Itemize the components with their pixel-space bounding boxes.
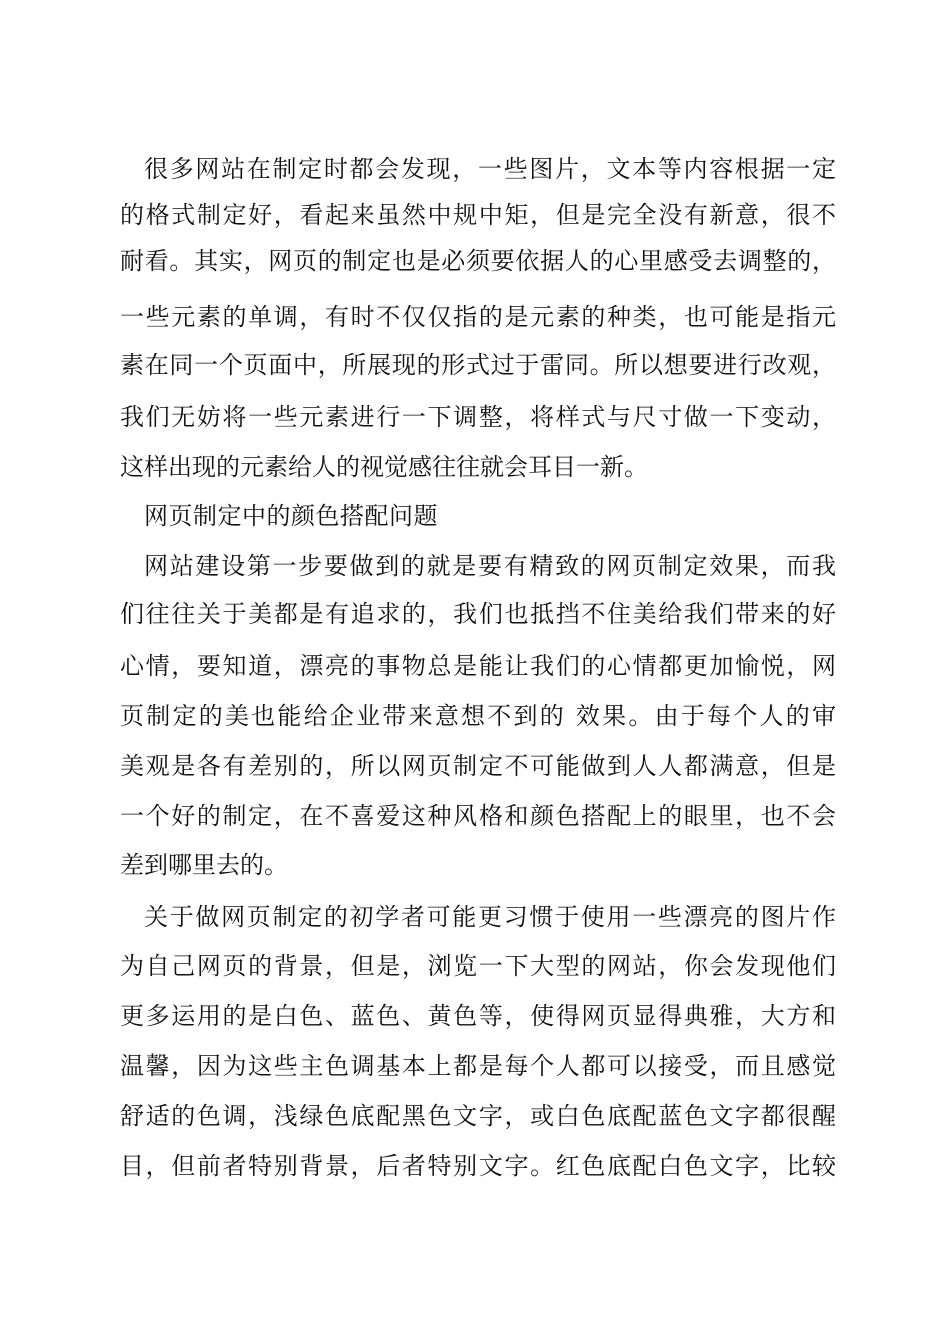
paragraph-2-line-7: 差到哪里去的。: [120, 851, 288, 879]
paragraph-3-line-6: 目，但前者特别背景，后者特别文字。红色底配白色文字，比较: [120, 1152, 836, 1180]
paragraph-2-line-3: 心情，要知道，漂亮的事物总是能让我们的心情都更加愉悦，网: [120, 652, 836, 680]
paragraph-3-line-3: 更多运用的是白色、蓝色、黄色等，使得网页显得典雅，大方和: [120, 1002, 836, 1030]
paragraph-3-line-5: 舒适的色调，浅绿色底配黑色文字，或白色底配蓝色文字都很醒: [120, 1102, 836, 1130]
paragraph-1-line-7: 这样出现的元素给人的视觉感往往就会耳目一新。: [120, 453, 648, 481]
paragraph-1-line-6: 我们无妨将一些元素进行一下调整，将样式与尺寸做一下变动，: [120, 403, 836, 431]
paragraph-2-line-6: 一个好的制定，在不喜爱这种风格和颜色搭配上的眼里，也不会: [120, 802, 836, 830]
paragraph-3-line-2: 为自己网页的背景，但是，浏览一下大型的网站，你会发现他们: [120, 952, 836, 980]
paragraph-2-line-4: 页制定的美也能给企业带来意想不到的 效果。由于每个人的审: [120, 702, 836, 730]
paragraph-3-line-4: 温馨，因为这些主色调基本上都是每个人都可以接受，而且感觉: [120, 1052, 836, 1080]
paragraph-1-line-2: 的格式制定好，看起来虽然中规中矩，但是完全没有新意，很不: [120, 201, 836, 229]
paragraph-1-line-5: 素在同一个页面中，所展现的形式过于雷同。所以想要进行改观，: [120, 351, 836, 379]
paragraph-1-line-1: 很多网站在制定时都会发现，一些图片，文本等内容根据一定: [144, 155, 836, 183]
paragraph-3-line-1: 关于做网页制定的初学者可能更习惯于使用一些漂亮的图片作: [144, 903, 836, 931]
paragraph-2-line-2: 们往往关于美都是有追求的，我们也抵挡不住美给我们带来的好: [120, 600, 836, 628]
paragraph-1-line-3: 耐看。其实，网页的制定也是必须要依据人的心里感受去调整的，: [120, 247, 836, 275]
paragraph-2-line-1: 网站建设第一步要做到的就是要有精致的网页制定效果，而我: [144, 552, 836, 580]
paragraph-2-line-5: 美观是各有差别的，所以网页制定不可能做到人人都满意，但是: [120, 752, 836, 780]
section-heading: 网页制定中的颜色搭配问题: [144, 502, 438, 530]
paragraph-1-line-4: 一些元素的单调，有时不仅仅指的是元素的种类，也可能是指元: [120, 303, 836, 331]
